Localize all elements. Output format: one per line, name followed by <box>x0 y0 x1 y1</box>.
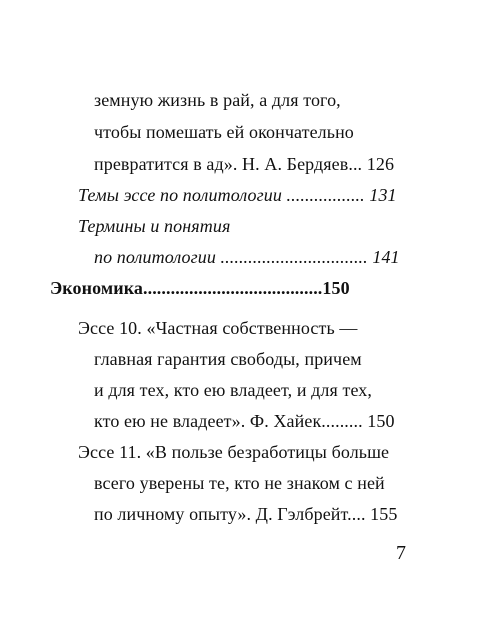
toc-line-politology-terms-1: Термины и понятия <box>78 216 231 236</box>
toc-line-essay-10-3: и для тех, кто ею владеет, и для тех, <box>94 380 372 400</box>
toc-line-essay-9-1: земную жизнь в рай, а для того, <box>94 90 341 110</box>
toc-line-essay-11-2: всего уверены те, кто не знаком с ней <box>94 473 385 493</box>
toc-line-essay-10-4: кто ею не владеет». Ф. Хайек......... 150 <box>94 411 395 431</box>
toc-line-essay-11-1: Эссе 11. «В пользе безработицы больше <box>78 442 390 462</box>
toc-line-essay-9-2: чтобы помешать ей окончательно <box>94 122 354 142</box>
toc-line-essay-10-2: главная гарантия свободы, причем <box>94 349 362 369</box>
page-number: 7 <box>396 542 406 564</box>
toc-line-politology-topics: Темы эссе по политологии ................. 131 <box>78 185 397 205</box>
toc-line-essay-11-3: по личному опыту». Д. Гэлбрейт.... 155 <box>94 504 398 524</box>
toc-line-essay-9-3: превратится в ад». Н. А. Бердяев... 126 <box>94 154 395 174</box>
toc-line-essay-10-1: Эссе 10. «Частная собственность — <box>78 318 358 338</box>
toc-line-politology-terms-2: по политологии ................................ 141 <box>94 247 400 267</box>
toc-line-economics: Экономика.......................................150 <box>50 278 350 298</box>
